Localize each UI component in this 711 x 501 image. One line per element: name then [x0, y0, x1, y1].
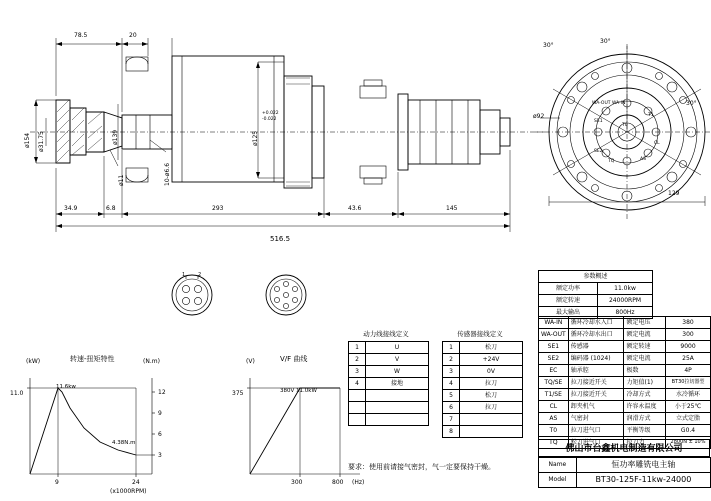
dim-d92: ø92 — [533, 113, 545, 120]
chart1-xlabel: (x1000RPM) — [110, 488, 147, 495]
chart1-annotation-power: 11.6kw — [56, 384, 76, 390]
table-row: 额定转速 24000RPM — [539, 295, 653, 307]
table-row: 7 — [443, 414, 523, 426]
table-row: 3 0V — [443, 366, 523, 378]
dim-20: 20 — [129, 32, 137, 39]
dim-145: 145 — [446, 205, 458, 212]
table-row: SE1 传感器 额定转速 9000 — [539, 341, 711, 353]
dim-129: 129 — [668, 190, 680, 197]
table-row: 最大输出 800Hz — [539, 307, 653, 319]
flange-label-se2: SE2 — [594, 149, 603, 154]
chart1-y2tick-9: 9 — [158, 410, 162, 417]
parameter-overview-table — [538, 270, 653, 319]
dim-516-5: 516.5 — [270, 235, 291, 243]
table-row: 6 拉刀 — [443, 402, 523, 414]
table-row: 2 +24V — [443, 354, 523, 366]
chart1-y2tick-6: 6 — [158, 431, 162, 438]
power-wiring-title: 动力线接线定义 — [363, 330, 409, 338]
dim-43-6: 43.6 — [348, 205, 362, 212]
table-row — [349, 414, 429, 426]
flange-label-se1: SE1 — [594, 119, 603, 124]
flange-label-tq: TQ — [608, 159, 615, 164]
requirement-note: 要求：使用前请接气密封，气一定要保持干燥。 — [348, 463, 495, 471]
chart1-y2tick-3: 3 — [158, 452, 162, 459]
sensor-wiring-title: 传感器接线定义 — [457, 330, 503, 338]
flange-label-wa: WA-OUT WA-IN — [592, 101, 626, 106]
chart1-title: 转速-扭矩特性 — [70, 355, 115, 363]
table-row: 5 松刀 — [443, 390, 523, 402]
dim-78-5: 78.5 — [74, 32, 88, 39]
table-row: 3 W — [349, 366, 429, 378]
chart1-ylabel: (kW) — [26, 358, 41, 365]
chart2-ytick-375: 375 — [232, 390, 244, 397]
dim-d139: ø139 — [112, 129, 119, 145]
chart1-y2tick-12: 12 — [158, 389, 166, 396]
dim-10-d66: 10-ø6.6 — [164, 162, 171, 186]
chart2-xtick-300: 300 — [291, 479, 303, 486]
dim-30deg-b: 30° — [600, 38, 611, 45]
table-row: T1/SE 拉刀接近开关 冷却方式 水冷循环 — [539, 389, 711, 401]
dim-tol-minus: -0.022 — [262, 117, 277, 122]
table-row: TQ 松刀进气口 拉刀力 2800N ± 10% — [539, 437, 711, 449]
power-wiring-table — [348, 341, 429, 426]
table-row: 4 拉刀 — [443, 378, 523, 390]
flange-label-as: AS — [640, 157, 646, 162]
dim-30deg-a: 30° — [543, 42, 554, 49]
chart1-xtick-9: 9 — [55, 479, 59, 486]
dim-tol-plus: +0.022 — [262, 111, 279, 116]
table-row — [349, 390, 429, 402]
table-row: TQ/SE 拉刀接近开关 力矩值(1) BT30拉切器型 — [539, 377, 711, 389]
table-row: WA-IN 循环冷却水入口 额定电压 380 — [539, 317, 711, 329]
table-row — [349, 402, 429, 414]
table-row: T0 拉刀进气口 平衡等级 G0.4 — [539, 425, 711, 437]
chart2-xlabel: (Hz) — [352, 479, 365, 486]
dim-d11: ø11 — [118, 174, 125, 186]
chart2-xtick-800: 800 — [332, 479, 344, 486]
dim-293: 293 — [212, 205, 224, 212]
company-name: 佛山市台鑫机电制造有限公司 — [538, 439, 710, 457]
chart1-xtick-24: 24 — [132, 479, 140, 486]
chart2-ylabel: (V) — [246, 358, 255, 365]
dim-34-9: 34.9 — [64, 205, 78, 212]
table-row: 8 — [443, 426, 523, 438]
table-row: EC 轴承腔 极数 4P — [539, 365, 711, 377]
table-row: 2 V — [349, 354, 429, 366]
flange-label-cl: CL — [654, 141, 660, 146]
table-row: 4 接地 — [349, 378, 429, 390]
dim-30deg-c: 30° — [686, 100, 697, 107]
power-connector-pin-1: 1 — [182, 272, 186, 278]
table-row: 额定功率 11.0kw — [539, 283, 653, 295]
interface-spec-table — [538, 316, 711, 449]
dim-d125: ø125 — [252, 130, 259, 146]
table-row: 1 松刀 — [443, 342, 523, 354]
table-row: AS 气密封 润滑方式 立式定脂 — [539, 413, 711, 425]
sensor-wiring-table — [442, 341, 523, 438]
table-row: CL 卸夹机气 许容永温度 小于25℃ — [539, 401, 711, 413]
chart1-y2label: (N.m) — [143, 358, 160, 365]
table-row: 参数概述 — [539, 271, 653, 283]
dim-d154: ø154 — [24, 132, 31, 148]
chart2-title: V/F 曲线 — [280, 355, 308, 363]
flange-label-t0: T0 — [622, 123, 628, 128]
dim-d31-75: ø31.75 — [38, 131, 45, 152]
table-row: 1 U — [349, 342, 429, 354]
flange-label-t1: T1 — [648, 113, 654, 118]
table-row: WA-OUT 循环冷却水出口 额定电流 300 — [539, 329, 711, 341]
table-row: SE2 编码器 (1024) 额定电流 25A — [539, 353, 711, 365]
dim-6-8: 6.8 — [106, 205, 116, 212]
chart2-annotation: 380V 11.0kW — [280, 388, 317, 394]
chart1-annotation-torque: 4.38N.m — [112, 440, 136, 446]
titleblock-table — [538, 457, 711, 488]
table-row: Model BT30-125F-11kw-24000 — [539, 473, 711, 488]
chart1-ytick-11: 11.0 — [10, 390, 24, 397]
table-row: Name 恒功率雕铣电主轴 — [539, 458, 711, 473]
power-connector-pin-2: 2 — [198, 272, 202, 278]
